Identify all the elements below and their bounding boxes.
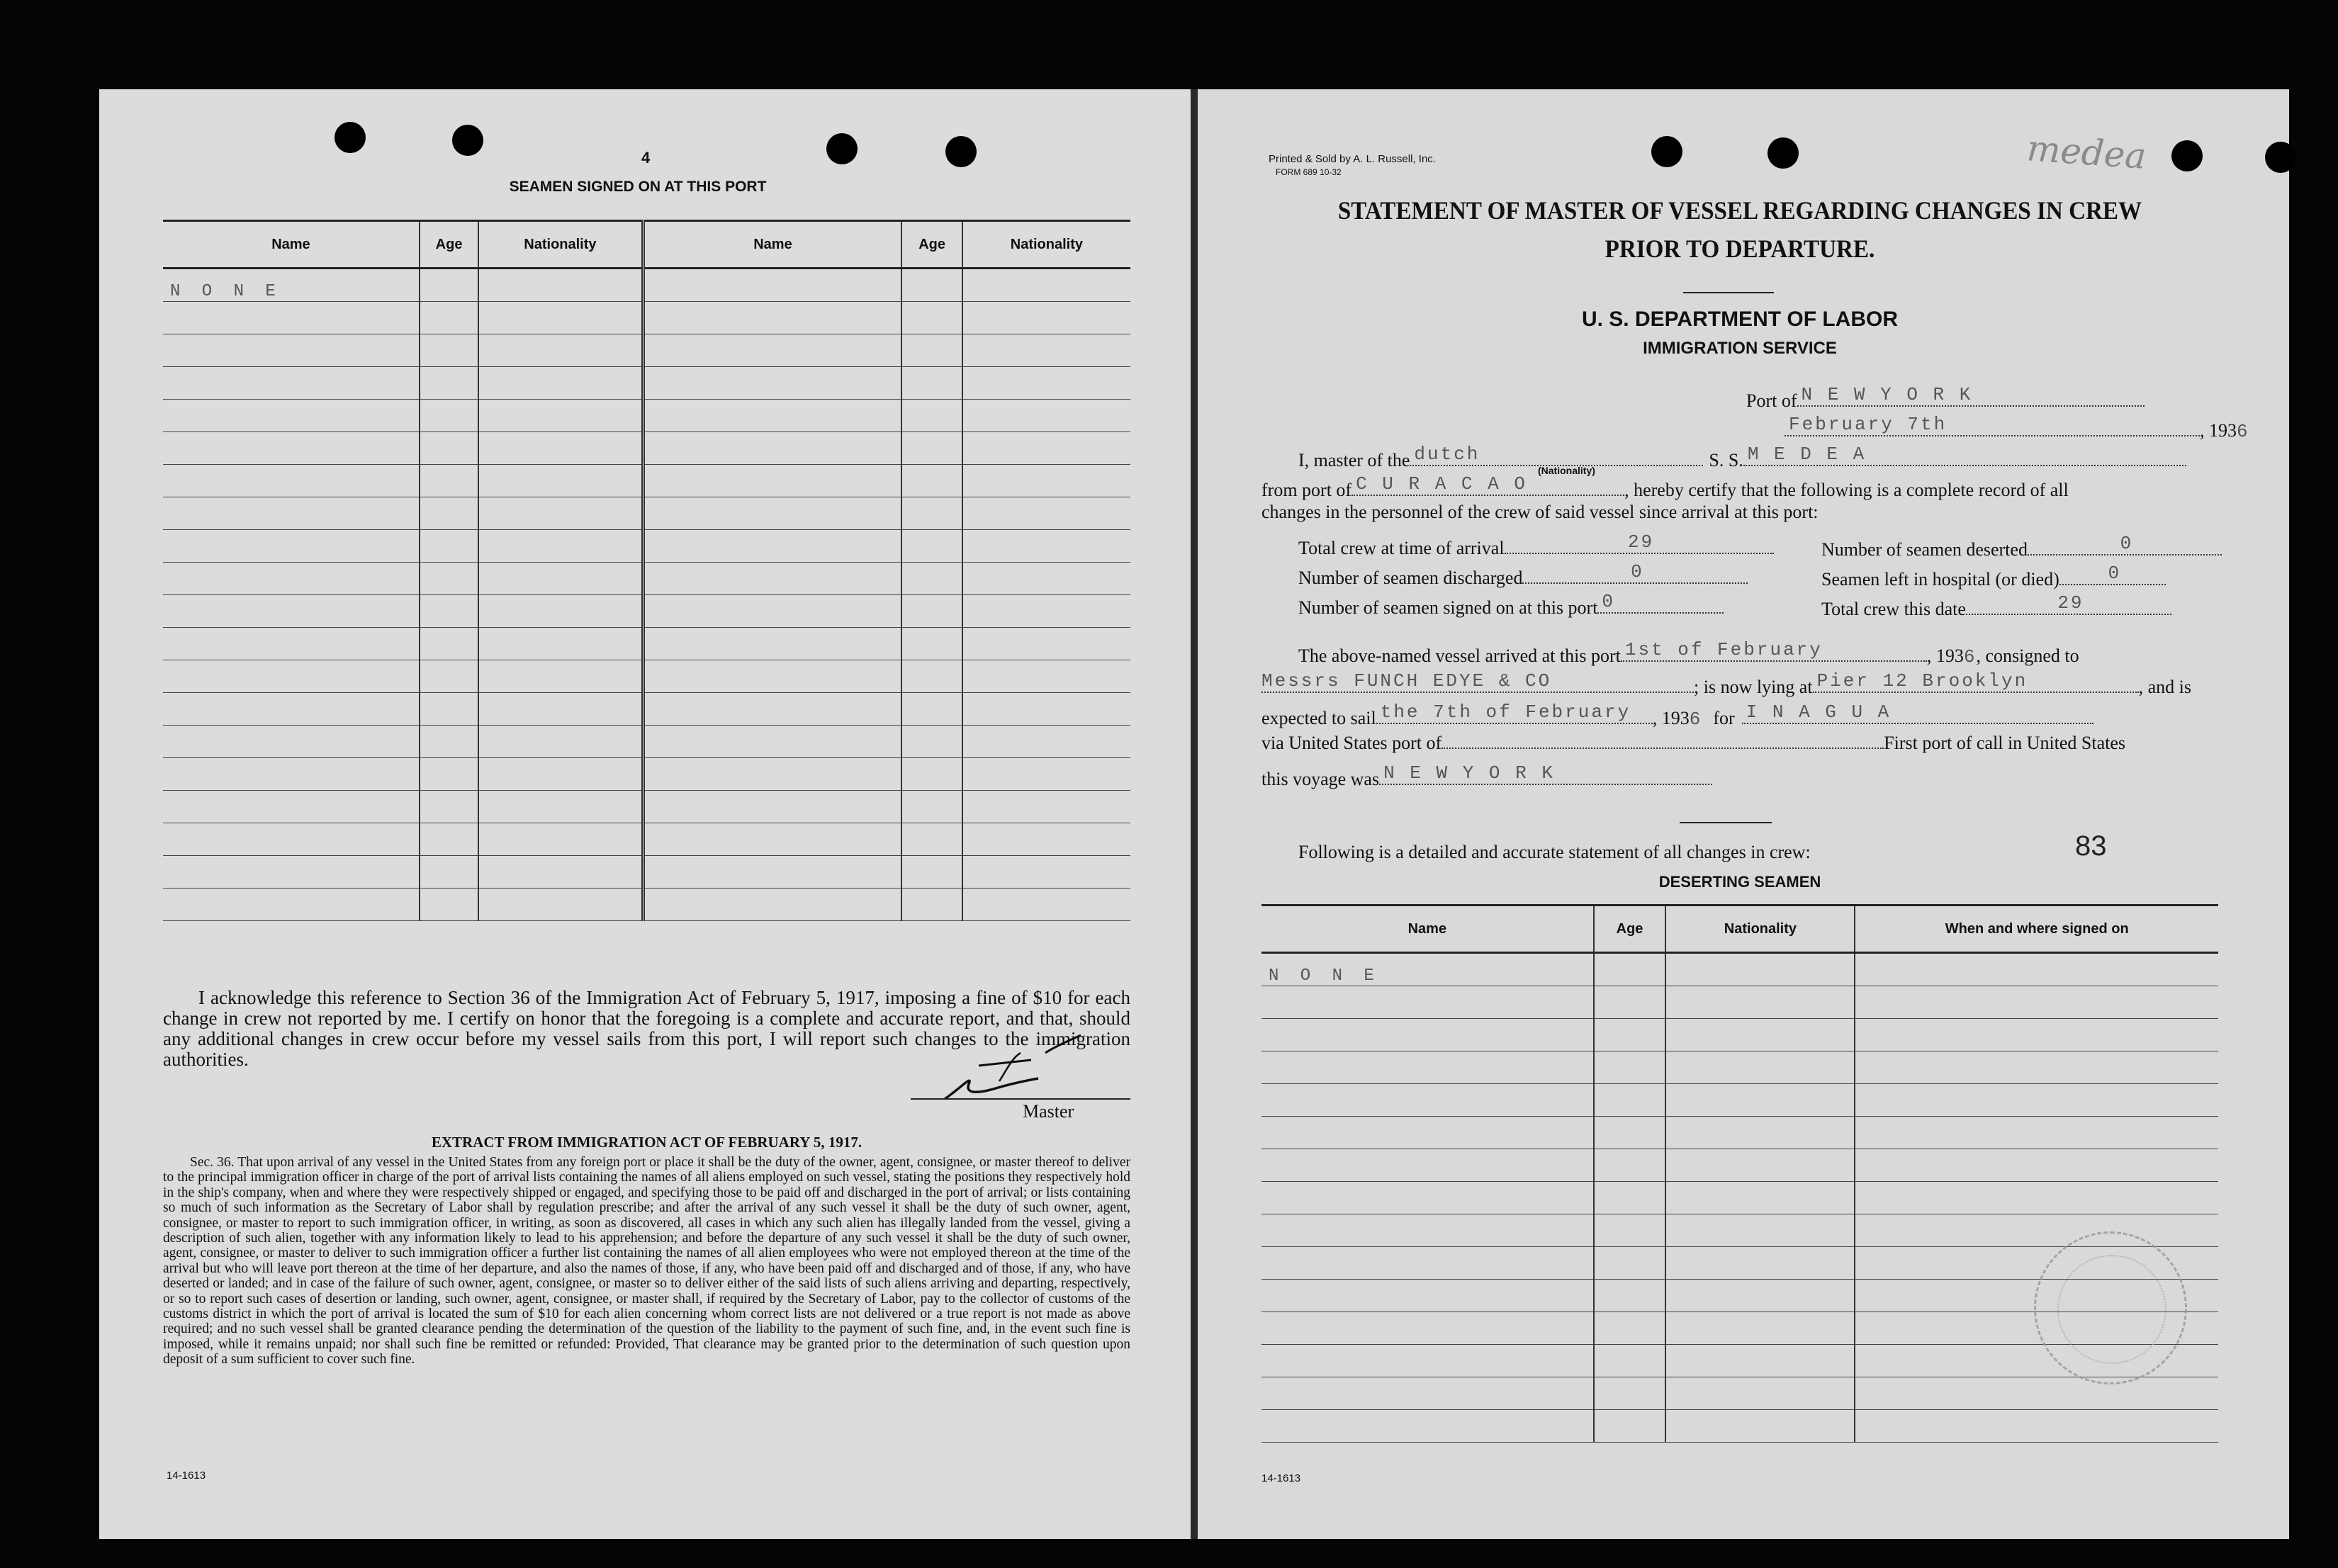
page-number: 4: [641, 149, 651, 167]
col-nationality-2: Nationality: [962, 221, 1130, 269]
date-field[interactable]: February 7th: [1785, 414, 2200, 436]
lying-label: ; is now lying at: [1694, 677, 1813, 697]
col-nationality: Nationality: [1665, 906, 1855, 953]
col-name-1: Name: [163, 221, 420, 269]
port-line: [1746, 384, 2145, 412]
col-name: Name: [1261, 906, 1594, 953]
following-text: Following is a detailed and accurate statement of all changes in crew:: [1298, 842, 1811, 862]
voyage-label: this voyage was: [1261, 769, 1380, 789]
arrival-year-prefix: 193: [1935, 645, 1964, 666]
sail-year-digit[interactable]: 6: [1689, 709, 1702, 730]
table-row: [163, 465, 1130, 497]
ss-label: S. S.: [1709, 450, 1743, 470]
table-row: [1261, 986, 2218, 1019]
col-age-2: Age: [901, 221, 962, 269]
total-arrival-field[interactable]: 29: [1505, 531, 1774, 554]
department-name: U. S. DEPARTMENT OF LABOR: [1581, 308, 1899, 331]
extract-text: Sec. 36. That upon arrival of any vessel in the United States from any foreign port or place it shall be the duty of the owner, agent, consignee, or master thereof to deliver to the principal immigration officer in charge of the port of arrival lists containing the names of all aliens employed on such vessel, stating the positions they respectively hold in the ship's company, when and where they were respectively shipped or engaged, and specifying those to be paid off and discharged in the port of arrival; or lists containing so much of such information as the Secretary of Labor shall by regulation prescribe; and after the arrival of any such vessel it shall be the duty of such owner, agent, consignee, or master to report to such immigration officer, in writing, as soon as discovered, all cases in which any such alien has illegally landed from the vessel, giving a description of such alien, together with any information likely to lead to his apprehension; and before the departure of any such vessel it shall be the duty of such owner, agent, consignee, or master to deliver to such immigration officer a further list containing the names of all alien employees who were not employed thereon at the time of the arrival but who will leave port thereon at the time of her departure, and also the names of those, if any, who have been paid off and discharged and of those, if any, who have deserted or landed; and in case of the failure of such owner, agent, consignee, or master so to deliver either of the said lists of such aliens arriving and departing, respectively, or so to report such cases of desertion or landing, such owner, agent, consignee, or master shall, if required by the Secretary of Labor, pay to the collector of customs of the customs district in which the port of arrival is located the sum of $10 for each alien concerning whom correct lists are not delivered or a true report is not made as above required; and no such vessel shall be granted clearance pending the determination of the question of the liability to the payment of such fine, and, in the event such fine is imposed, while it remains unpaid; nor shall such fine be remitted or refunded: Provided, That clearance may be granted prior to the determination of such question upon deposit of a sum sufficient to cover such fine.: [163, 1155, 1130, 1367]
table-row: [163, 660, 1130, 693]
form-number: FORM 689 10-32: [1276, 167, 1342, 177]
table-row: [163, 595, 1130, 628]
via-label: via United States port of: [1261, 733, 1442, 753]
table-row: [1261, 1084, 2218, 1117]
service-name: IMMIGRATION SERVICE: [1643, 339, 1837, 358]
year-prefix: 193: [2209, 420, 2237, 441]
table-row: [163, 889, 1130, 921]
punch-hole: [826, 133, 858, 164]
left-page: [99, 89, 1191, 1539]
arrival-date-field[interactable]: 1st of February: [1621, 639, 1927, 662]
printer-line: Printed & Sold by A. L. Russell, Inc.: [1269, 153, 1436, 165]
section-divider: [1680, 822, 1772, 823]
arrived-label: The above-named vessel arrived at this port: [1298, 645, 1621, 666]
lying-field[interactable]: Pier 12 Brooklyn: [1813, 670, 2139, 693]
punch-hole: [335, 122, 366, 153]
col-nationality-1: Nationality: [478, 221, 643, 269]
table-row: [1261, 1051, 2218, 1084]
stat-total-date: [1821, 592, 2171, 620]
from-port-field[interactable]: C U R A C A O: [1351, 473, 1624, 496]
table-row: [1261, 1182, 2218, 1214]
stat-label: Seamen left in hospital (or died): [1821, 569, 2059, 590]
stat-hospital: [1821, 563, 2166, 590]
table-row: [1261, 1149, 2218, 1182]
and-is-label: , and is: [2138, 677, 2191, 697]
stat-discharged: [1298, 561, 1748, 589]
handwritten-number: 83: [2075, 830, 2107, 862]
first-port-label: First port of call in United States: [1884, 733, 2126, 753]
table-row: [163, 302, 1130, 334]
stat-total-arrival: [1298, 531, 1774, 559]
year-digit[interactable]: 6: [2237, 421, 2249, 442]
punch-hole: [2265, 142, 2296, 173]
table-row: [163, 791, 1130, 823]
acknowledgement-text: I acknowledge this reference to Section 36 of the Immigration Act of February 5, 1917, imposing a fine of $10 for each change in crew not reported by me. I certify on honor that the foregoing is a complete and accurate report, and that, should any additional changes in crew occur before my vessel sails from this port, I will report such changes to the immigration authorities.: [163, 987, 1130, 1070]
col-age-1: Age: [420, 221, 478, 269]
nationality-field[interactable]: dutch: [1410, 444, 1703, 466]
page-gutter: [1191, 89, 1198, 1539]
arrival-year-digit[interactable]: 6: [1963, 646, 1977, 667]
certify-text: , hereby certify that the following is a complete record of all: [1624, 480, 2069, 500]
master-signature-line: [911, 1098, 1130, 1100]
table-row: [163, 497, 1130, 530]
title-divider: [1683, 292, 1774, 293]
sail-year-prefix: 193: [1661, 708, 1690, 728]
total-date-field[interactable]: 29: [1966, 592, 2171, 615]
signed-on-field[interactable]: 0: [1597, 591, 1724, 614]
voyage-field[interactable]: N E W Y O R K: [1379, 762, 1712, 785]
form-code-left: 14-1613: [167, 1470, 206, 1482]
hospital-field[interactable]: 0: [2059, 563, 2166, 585]
punch-hole: [1767, 137, 1799, 169]
stat-label: Total crew this date: [1821, 599, 1966, 619]
col-age: Age: [1594, 906, 1666, 953]
form-title-line2: PRIOR TO DEPARTURE.: [1604, 235, 1875, 263]
form-code-right: 14-1613: [1261, 1472, 1301, 1484]
consignee-line: [1261, 670, 2191, 698]
stat-deserted: [1821, 533, 2222, 560]
table-row: [163, 530, 1130, 563]
table-row: [163, 563, 1130, 595]
entry-name: N O N E: [1261, 953, 1594, 986]
date-line: February 7th , 1936: [1785, 414, 2249, 442]
table-row: [1261, 953, 2218, 986]
col-signed-on: When and where signed on: [1855, 906, 2218, 953]
port-label: Port of: [1746, 390, 1797, 411]
stat-label: Total crew at time of arrival: [1298, 538, 1505, 558]
sail-date-field[interactable]: the 7th of February: [1376, 701, 1653, 724]
signed-on-table: [163, 220, 1130, 921]
table-row: [163, 726, 1130, 758]
form-title-line1: STATEMENT OF MASTER OF VESSEL REGARDING CHANGES IN CREW: [1337, 196, 2142, 225]
stat-label: Number of seamen signed on at this port: [1298, 597, 1598, 618]
table-row: [1261, 1410, 2218, 1443]
from-port-line: [1261, 473, 2069, 501]
table-row: [163, 269, 1130, 302]
master-line: [1261, 444, 2186, 471]
nationality-caption: (Nationality): [1538, 465, 1595, 476]
stat-label: Number of seamen discharged: [1298, 568, 1523, 588]
discharged-field[interactable]: 0: [1522, 561, 1748, 584]
table-row: [1261, 1117, 2218, 1149]
consignee-field[interactable]: Messrs FUNCH EDYE & CO: [1261, 670, 1694, 693]
consigned-label: , consigned to: [1976, 645, 2079, 666]
table-row: [163, 432, 1130, 465]
handwritten-note: medea: [2025, 128, 2148, 177]
punch-hole: [2171, 140, 2203, 171]
vessel-name-field[interactable]: M E D E A: [1743, 444, 2186, 466]
voyage-line: [1261, 762, 1712, 790]
deserting-heading: DESERTING SEAMEN: [1658, 873, 1821, 891]
master-of-label: I, master of the: [1298, 450, 1410, 470]
table-row: [163, 758, 1130, 791]
arrival-line: The above-named vessel arrived at this port 1st of February , 1936, consigned to: [1298, 639, 2079, 667]
stat-label: Number of seamen deserted: [1821, 539, 2028, 560]
table-row: [163, 823, 1130, 856]
stat-signed-on: [1298, 591, 1724, 619]
master-label: Master: [1023, 1101, 1074, 1122]
table-row: [163, 693, 1130, 726]
via-line: [1261, 733, 2125, 754]
official-stamp: [2034, 1231, 2187, 1384]
table-row: [163, 856, 1130, 889]
changes-line: changes in the personnel of the crew of said vessel since arrival at this port:: [1261, 502, 1819, 522]
punch-hole: [945, 136, 977, 167]
sail-label: expected to sail: [1261, 708, 1376, 728]
table-row: [163, 334, 1130, 367]
entry-name: N O N E: [163, 269, 420, 302]
punch-hole: [452, 125, 483, 156]
table-row: [163, 400, 1130, 432]
for-label: for: [1713, 708, 1735, 728]
destination-field[interactable]: I N A G U A: [1742, 701, 2093, 724]
table-row: [163, 628, 1130, 660]
from-port-label: from port of: [1261, 480, 1352, 500]
signed-on-heading: SEAMEN SIGNED ON AT THIS PORT: [509, 179, 767, 195]
port-field[interactable]: N E W Y O R K: [1797, 384, 2145, 407]
table-row: [1261, 1019, 2218, 1051]
right-page: [1198, 89, 2289, 1539]
extract-heading: EXTRACT FROM IMMIGRATION ACT OF FEBRUARY 5, 1917.: [431, 1134, 862, 1151]
punch-hole: [1651, 136, 1682, 167]
col-name-2: Name: [643, 221, 901, 269]
table-row: [1261, 1377, 2218, 1410]
table-row: [163, 367, 1130, 400]
signed-on-rows: [163, 269, 1130, 921]
via-field[interactable]: [1441, 748, 1884, 749]
deserted-field[interactable]: 0: [2028, 533, 2222, 555]
sail-line: expected to sail the 7th of February , 1936 for I N A G U A: [1261, 701, 2093, 730]
